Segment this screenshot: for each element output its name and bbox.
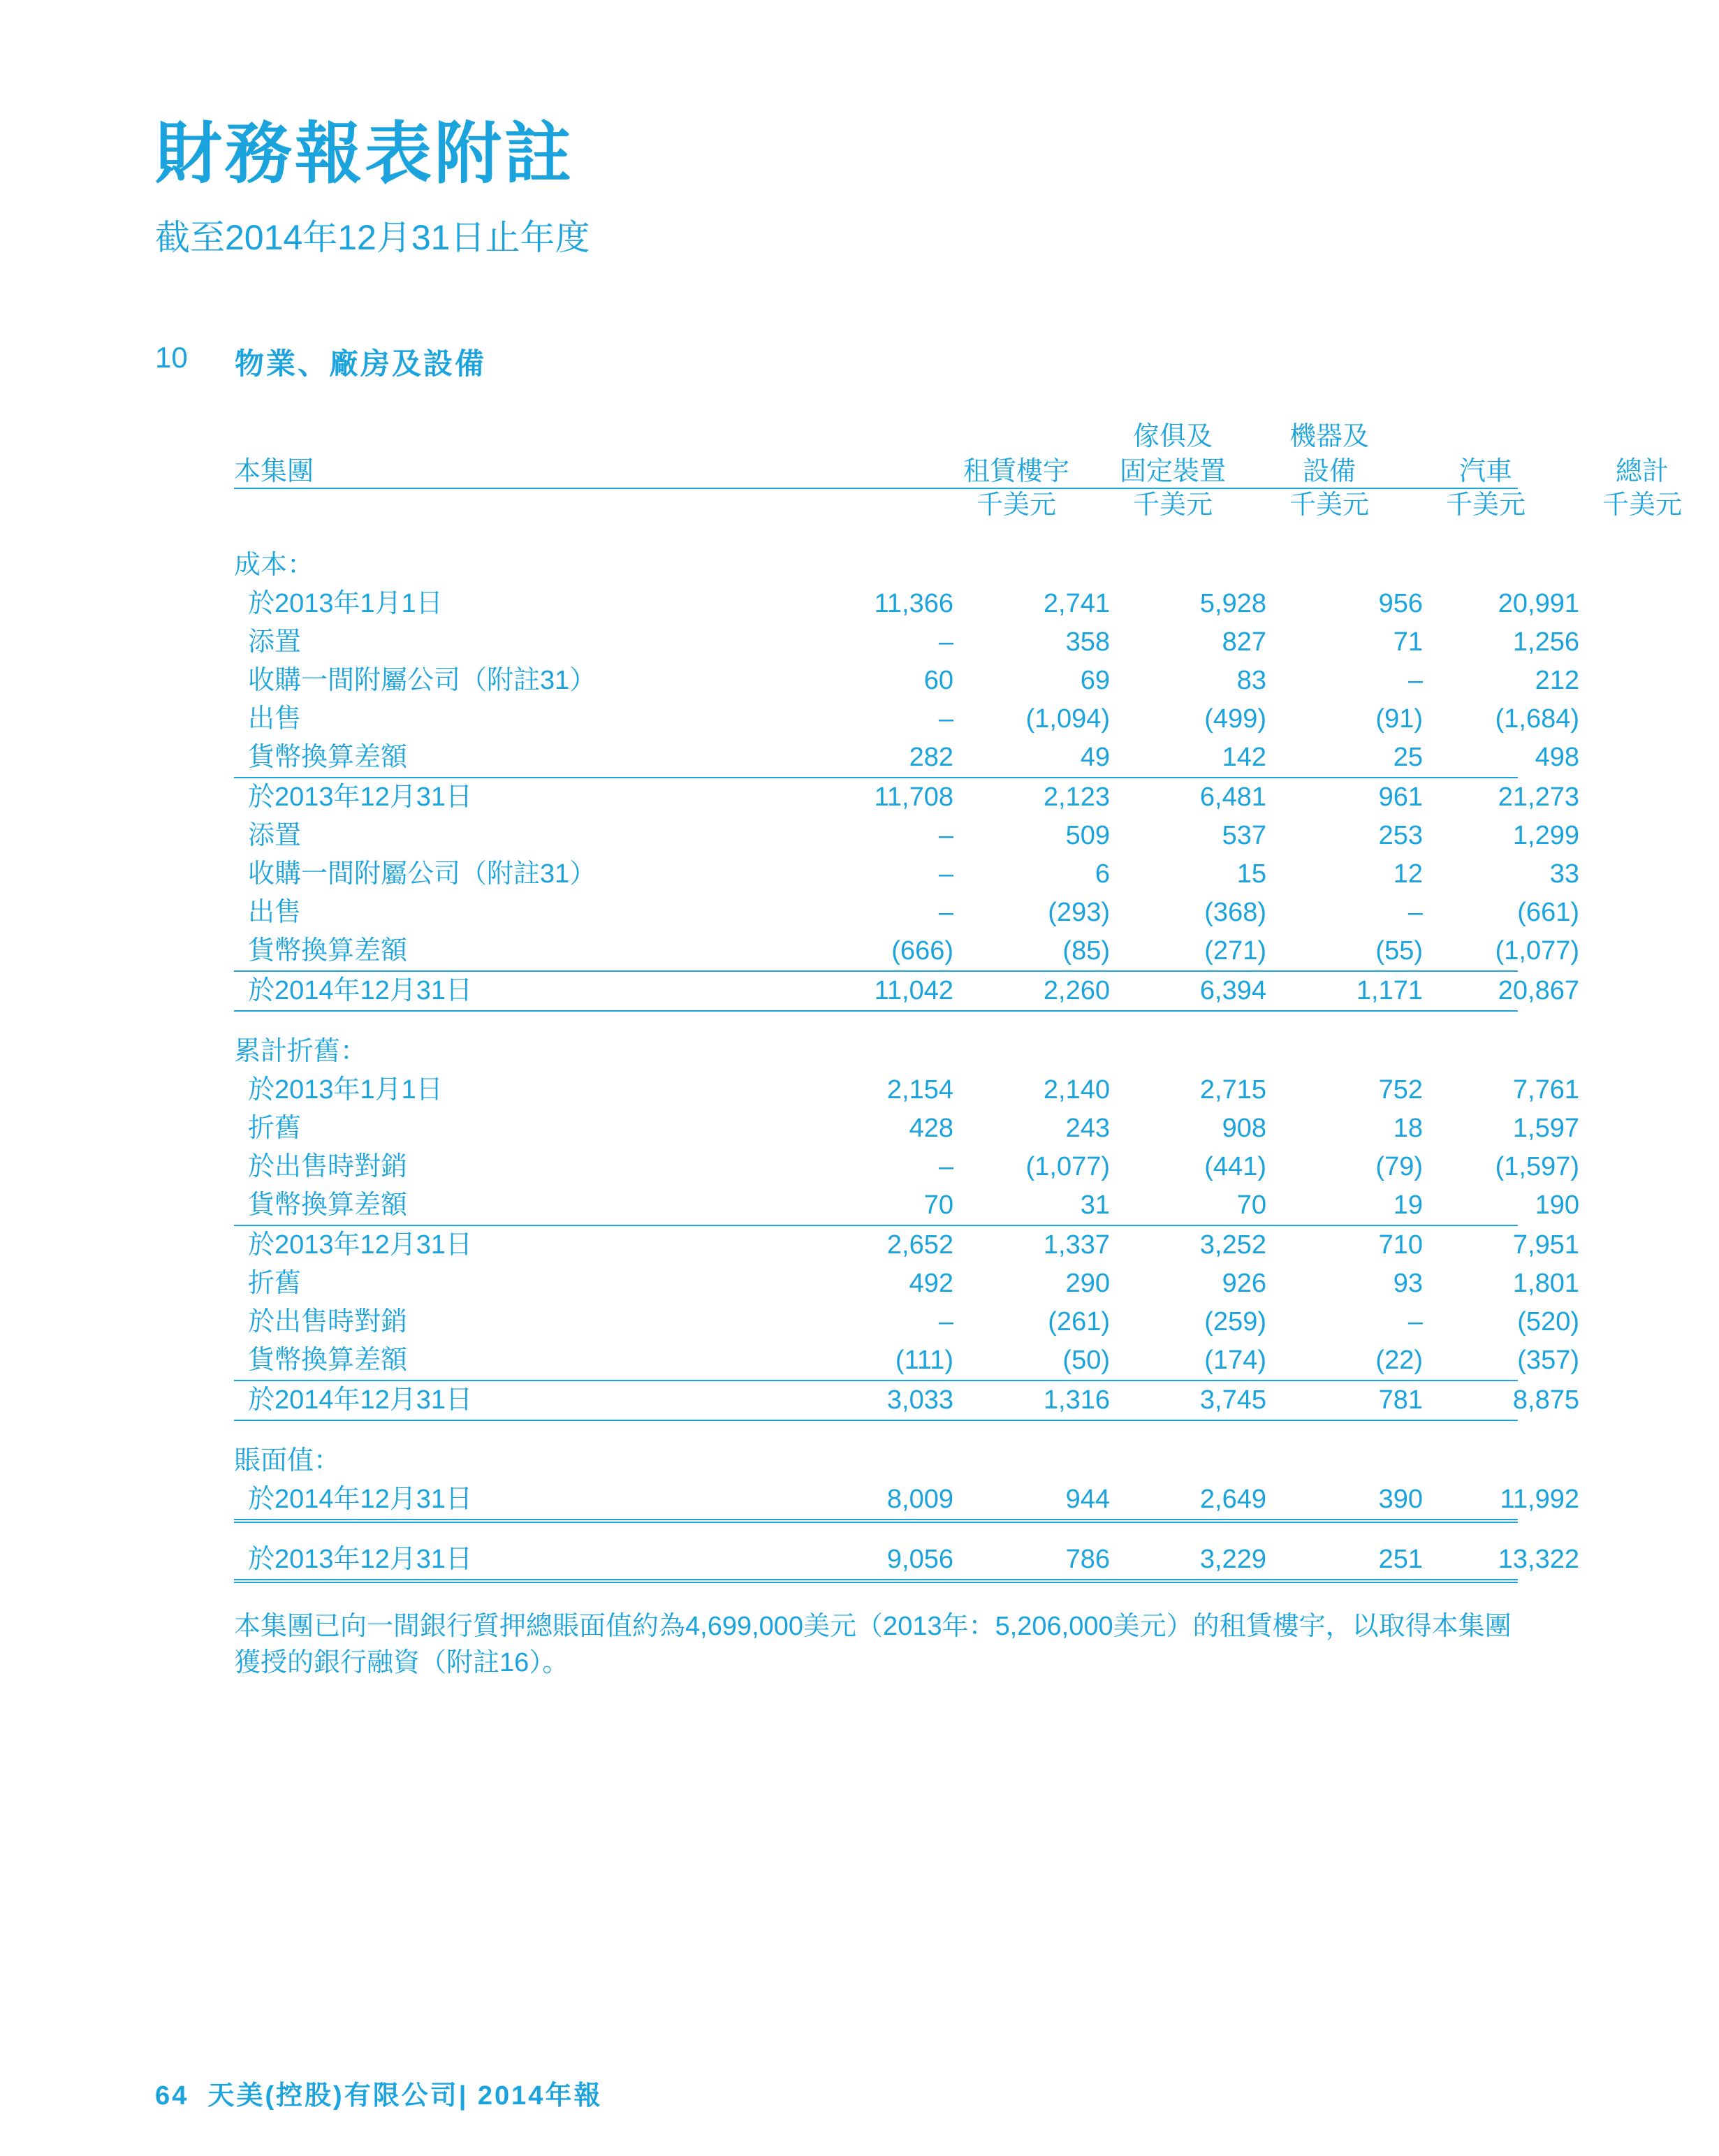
table-cell: (259) <box>1204 1307 1266 1336</box>
column-header-line1: 機器及 <box>1289 422 1369 451</box>
table-cell: 15 <box>1236 859 1266 889</box>
table-cell: 1,171 <box>1356 976 1423 1005</box>
table-cell: – <box>938 627 953 657</box>
table-cell: 142 <box>1222 743 1266 772</box>
carrying-section <box>234 1442 1579 1583</box>
table-cell: 537 <box>1222 821 1266 850</box>
table-cell: – <box>1407 898 1423 927</box>
table-cell: (1,597) <box>1495 1152 1579 1181</box>
table-cell: 282 <box>909 743 953 772</box>
table-row <box>234 1341 1579 1381</box>
table-cell: 243 <box>1065 1114 1110 1143</box>
section-heading <box>234 1033 1518 1071</box>
table-cell: 1,316 <box>1043 1385 1110 1415</box>
table-cell: (357) <box>1517 1346 1579 1375</box>
table-cell: 70 <box>923 1190 953 1220</box>
table-cell: (91) <box>1375 704 1423 734</box>
table-cell: 961 <box>1378 782 1423 812</box>
table-cell: – <box>938 859 953 889</box>
table-cell: 25 <box>1393 743 1423 772</box>
table-cell: (368) <box>1204 898 1266 927</box>
table-cell: 2,140 <box>1043 1075 1110 1105</box>
table-cell: (661) <box>1517 898 1579 927</box>
table-cell: (50) <box>1062 1346 1110 1375</box>
table-cell: 20,867 <box>1498 976 1579 1005</box>
table-cell: 390 <box>1378 1485 1423 1514</box>
table-cell: 2,649 <box>1199 1485 1266 1514</box>
table-cell: 93 <box>1393 1269 1423 1298</box>
table-cell: 11,042 <box>874 976 953 1005</box>
table-row <box>234 1109 1579 1148</box>
table-cell: 428 <box>909 1114 953 1143</box>
table-cell: 2,260 <box>1043 976 1110 1005</box>
table-row <box>234 1381 1579 1421</box>
table-row <box>234 1071 1579 1109</box>
table-cell: 956 <box>1378 589 1423 618</box>
row-label: 出售 <box>248 898 302 927</box>
row-label: 貨幣換算差額 <box>248 743 408 772</box>
table-cell: 358 <box>1065 627 1110 657</box>
row-label: 於2014年12月31日 <box>248 1385 473 1415</box>
table-cell: 786 <box>1065 1545 1110 1574</box>
table-cell: 6 <box>1095 859 1110 889</box>
table-cell: 3,033 <box>886 1385 953 1415</box>
cost-section <box>234 546 1579 1012</box>
table-cell: 49 <box>1080 743 1110 772</box>
footnote: 本集團已向一間銀行質押總賬面值約為4,699,000美元（2013年：5,206,000美元）的租賃樓宇，以取得本集團獲授的銀行融資（附註16）。 <box>234 1612 1512 1677</box>
table-cell: 33 <box>1549 859 1579 889</box>
depreciation-section <box>234 1033 1579 1421</box>
table-cell: 710 <box>1378 1230 1423 1260</box>
table-cell: (55) <box>1375 936 1423 966</box>
page-number: 64 <box>155 2081 189 2111</box>
table-cell: 5,928 <box>1199 589 1266 618</box>
table-cell: 2,652 <box>886 1230 953 1260</box>
row-label: 貨幣換算差額 <box>248 1346 408 1375</box>
section-number: 10 <box>155 341 188 374</box>
table-cell: 2,741 <box>1043 589 1110 618</box>
table-cell: 498 <box>1535 743 1579 772</box>
column-unit: 千美元 <box>1445 490 1526 520</box>
column-unit: 千美元 <box>1289 490 1369 520</box>
table-cell: – <box>938 1307 953 1336</box>
table-cell: 752 <box>1378 1075 1423 1105</box>
table-cell: 13,322 <box>1498 1545 1579 1574</box>
footer-text: 天美(控股)有限公司| 2014年報 <box>207 2081 603 2111</box>
table-cell: – <box>938 1152 953 1181</box>
table-row <box>234 1226 1579 1265</box>
column-header: 設備 <box>1302 457 1356 486</box>
table-row <box>234 662 1579 700</box>
table-row <box>234 1265 1579 1303</box>
table-cell: 83 <box>1236 666 1266 695</box>
table-cell: 1,299 <box>1512 821 1579 850</box>
column-header: 汽車 <box>1458 457 1512 486</box>
table-cell: (22) <box>1375 1346 1423 1375</box>
row-label: 收購一間附屬公司（附註31） <box>248 859 597 889</box>
table-cell: (111) <box>895 1346 953 1375</box>
table-header <box>234 419 1682 525</box>
table-cell: 1,597 <box>1512 1114 1579 1143</box>
table-cell: 1,801 <box>1512 1269 1579 1298</box>
table-cell: (271) <box>1204 936 1266 966</box>
table-cell: 3,229 <box>1199 1545 1266 1574</box>
table-cell: – <box>938 704 953 734</box>
section-heading-label: 累計折舊： <box>234 1037 367 1066</box>
table-cell: 2,154 <box>886 1075 953 1105</box>
table-cell: 8,875 <box>1512 1385 1579 1415</box>
table-cell: 18 <box>1393 1114 1423 1143</box>
table-row <box>234 1480 1579 1523</box>
table-row <box>234 1540 1579 1583</box>
table-cell: (79) <box>1375 1152 1423 1181</box>
table-cell: 1,256 <box>1512 627 1579 657</box>
row-label: 出售 <box>248 704 302 734</box>
section-heading <box>234 546 1518 585</box>
table-cell: (666) <box>891 936 953 966</box>
row-label: 於出售時對銷 <box>248 1152 408 1181</box>
table-row <box>234 1186 1579 1226</box>
row-label: 添置 <box>248 821 302 850</box>
table-cell: 290 <box>1065 1269 1110 1298</box>
group-label: 本集團 <box>234 457 314 486</box>
table-cell: (261) <box>1048 1307 1110 1336</box>
table-cell: 509 <box>1065 821 1110 850</box>
row-label: 折舊 <box>248 1114 302 1143</box>
table-cell: 781 <box>1378 1385 1423 1415</box>
page-footer <box>155 2074 602 2112</box>
table-row <box>234 972 1579 1012</box>
table-cell: 7,951 <box>1512 1230 1579 1260</box>
column-header: 租賃樓宇 <box>963 457 1069 486</box>
table-cell: (1,094) <box>1025 704 1110 734</box>
table-cell: (1,077) <box>1495 936 1579 966</box>
table-cell: 908 <box>1222 1114 1266 1143</box>
column-header: 總計 <box>1615 457 1669 486</box>
section-title: 物業、廠房及設備 <box>235 347 487 380</box>
table-cell: (174) <box>1204 1346 1266 1375</box>
table-cell: 212 <box>1535 666 1579 695</box>
table-row <box>234 1303 1579 1341</box>
table-row <box>234 1148 1579 1186</box>
section-heading <box>234 1442 1518 1480</box>
table-cell: (293) <box>1048 898 1110 927</box>
table-cell: 11,708 <box>874 782 953 812</box>
table-cell: 944 <box>1065 1485 1110 1514</box>
table-cell: 12 <box>1393 859 1423 889</box>
section-heading-label: 賬面值： <box>234 1446 341 1476</box>
table-cell: (1,077) <box>1025 1152 1110 1181</box>
table-cell: 3,745 <box>1199 1385 1266 1415</box>
row-label: 於2014年12月31日 <box>248 976 473 1005</box>
table-row <box>234 738 1579 778</box>
table-cell: 1,337 <box>1043 1230 1110 1260</box>
row-label: 於2013年1月1日 <box>248 589 443 618</box>
table-cell: 2,123 <box>1043 782 1110 812</box>
table-cell: 190 <box>1535 1190 1579 1220</box>
table-cell: 492 <box>909 1269 953 1298</box>
table-cell: 69 <box>1080 666 1110 695</box>
header-divider <box>234 488 1518 489</box>
table-cell: 71 <box>1393 627 1423 657</box>
table-cell: 253 <box>1378 821 1423 850</box>
column-unit: 千美元 <box>976 490 1056 520</box>
row-label: 添置 <box>248 627 302 657</box>
row-label: 貨幣換算差額 <box>248 1190 408 1220</box>
table-cell: 6,394 <box>1199 976 1266 1005</box>
table-row <box>234 894 1579 932</box>
table-cell: 7,761 <box>1512 1075 1579 1105</box>
table-cell: 11,992 <box>1500 1485 1579 1514</box>
row-label: 於2013年1月1日 <box>248 1075 443 1105</box>
table-cell: 20,991 <box>1498 589 1579 618</box>
table-cell: 2,715 <box>1199 1075 1266 1105</box>
table-cell: 70 <box>1236 1190 1266 1220</box>
table-cell: (520) <box>1517 1307 1579 1336</box>
table-cell: – <box>938 898 953 927</box>
ppe-table <box>234 419 1682 1583</box>
table-cell: 60 <box>923 666 953 695</box>
table-cell: (499) <box>1204 704 1266 734</box>
table-cell: 11,366 <box>874 589 953 618</box>
table-row <box>234 817 1579 855</box>
table-row <box>234 585 1579 623</box>
row-label: 折舊 <box>248 1269 302 1298</box>
column-header: 固定裝置 <box>1119 457 1226 486</box>
table-cell: 8,009 <box>886 1485 953 1514</box>
table-cell: (441) <box>1204 1152 1266 1181</box>
table-cell: 3,252 <box>1199 1230 1266 1260</box>
table-row <box>234 623 1579 662</box>
column-unit: 千美元 <box>1132 490 1213 520</box>
table-row <box>234 932 1579 972</box>
table-cell: 926 <box>1222 1269 1266 1298</box>
page-title: 財務報表附註 <box>155 117 574 191</box>
table-cell: 6,481 <box>1199 782 1266 812</box>
table-cell: – <box>1407 1307 1423 1336</box>
column-unit: 千美元 <box>1602 490 1682 520</box>
table-cell: 251 <box>1378 1545 1423 1574</box>
row-label: 於2013年12月31日 <box>248 782 473 812</box>
row-label: 貨幣換算差額 <box>248 936 408 966</box>
table-cell: 9,056 <box>886 1545 953 1574</box>
page-subtitle: 截至2014年12月31日止年度 <box>155 218 590 257</box>
table-row <box>234 700 1579 738</box>
table-row <box>234 855 1579 894</box>
table-cell: (85) <box>1062 936 1110 966</box>
row-label: 於2013年12月31日 <box>248 1230 473 1260</box>
table-cell: 827 <box>1222 627 1266 657</box>
row-label: 於2013年12月31日 <box>248 1545 473 1574</box>
table-cell: – <box>938 821 953 850</box>
table-row <box>234 778 1579 817</box>
table-cell: 19 <box>1393 1190 1423 1220</box>
row-label: 於2014年12月31日 <box>248 1485 473 1514</box>
row-label: 於出售時對銷 <box>248 1307 408 1336</box>
table-cell: 21,273 <box>1498 782 1579 812</box>
table-cell: 31 <box>1080 1190 1110 1220</box>
table-cell: – <box>1407 666 1423 695</box>
row-label: 收購一間附屬公司（附註31） <box>248 666 597 695</box>
column-header-line1: 傢俱及 <box>1132 422 1213 451</box>
table-cell: (1,684) <box>1495 704 1579 734</box>
section-heading-label: 成本： <box>234 551 314 580</box>
